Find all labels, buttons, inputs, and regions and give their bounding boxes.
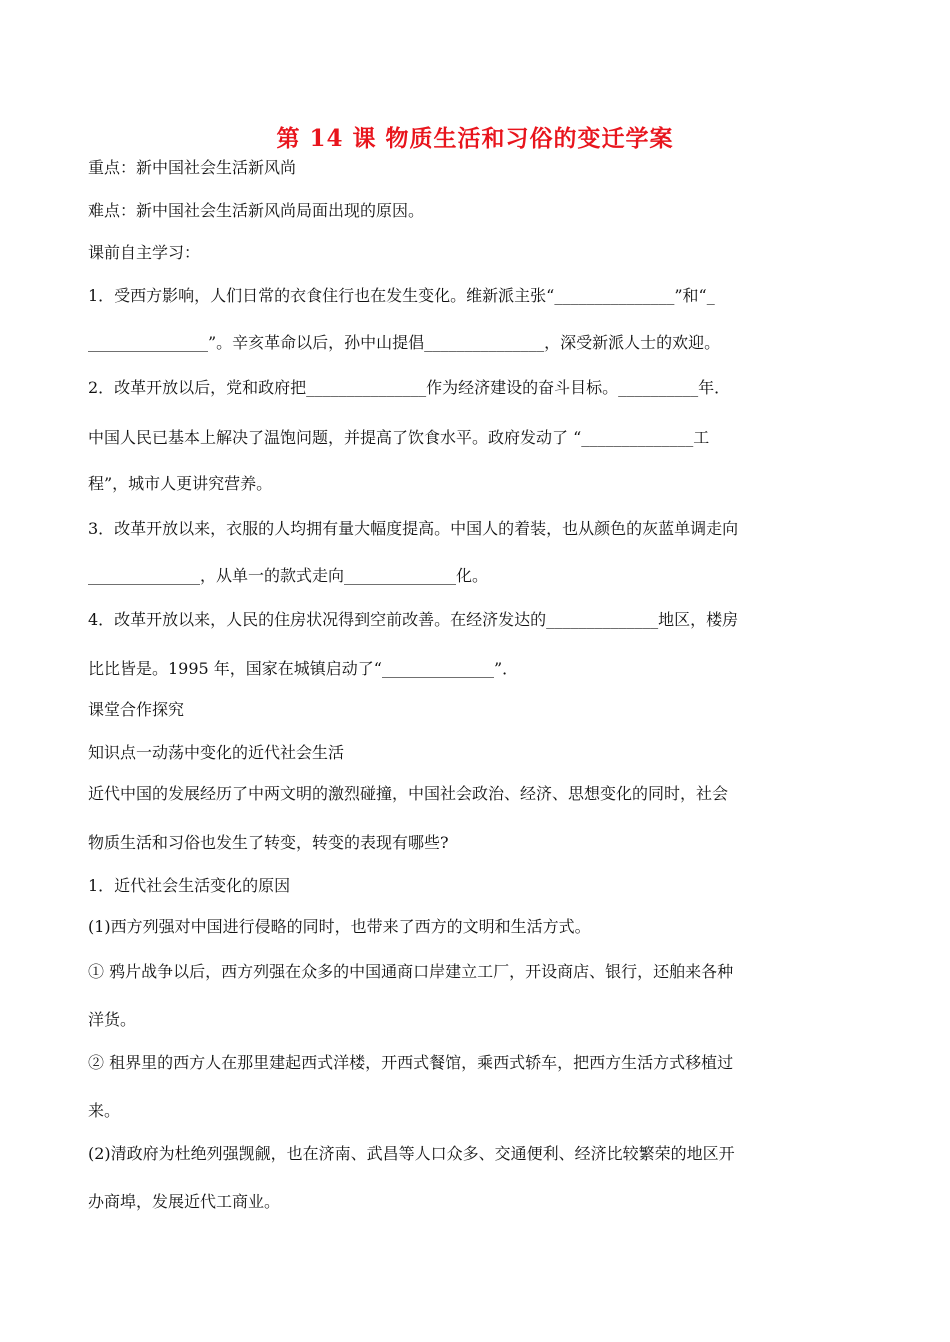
key-point-line: 重点：新中国社会生活新风尚 [88,158,297,177]
difficulty-line: 难点：新中国社会生活新风尚局面出现的原因。 [88,201,425,220]
intro-paragraph-line-2: 物质生活和习俗也发生了转变，转变的表现有哪些? [88,833,449,852]
question-2-line-2: 中国人民已基本上解决了温饱问题，并提高了饮食水平。政府发动了 “______________工 [88,428,710,447]
question-1-line-1: 1．受西方影响，人们日常的衣食住行也在发生变化。维新派主张“_______________”和“_ [88,286,715,305]
intro-paragraph-line-1: 近代中国的发展经历了中两文明的激烈碰撞，中国社会政治、经济、思想变化的同时，社会 [88,784,729,803]
cause-1-item-1-line-1: ① 鸦片战争以后，西方列强在众多的中国通商口岸建立工厂，开设商店、银行，还舶来各种 [88,962,734,981]
knowledge-point-heading: 知识点一动荡中变化的近代社会生活 [88,743,345,762]
question-2-line-1: 2．改革开放以后，党和政府把_______________作为经济建设的奋斗目标。__________年． [88,378,731,397]
section-heading-preview: 课前自主学习： [88,243,201,262]
question-2-line-3: 程”，城市人更讲究营养。 [88,474,273,493]
question-3-line-2: ______________，从单一的款式走向______________化。 [88,566,489,585]
subheading-causes: 1．近代社会生活变化的原因 [88,876,291,895]
cause-2-line-1: (2)清政府为杜绝列强觊觎，也在济南、武昌等人口众多、交通便利、经济比较繁荣的地区开 [88,1144,735,1163]
cause-1-line: (1)西方列强对中国进行侵略的同时，也带来了西方的文明和生活方式。 [88,917,591,936]
cause-1-item-2-line-1: ② 租界里的西方人在那里建起西式洋楼，开西式餐馆，乘西式轿车，把西方生活方式移植过 [88,1053,734,1072]
cause-1-item-1-line-2: 洋货。 [88,1010,137,1029]
cause-2-line-2: 办商埠，发展近代工商业。 [88,1192,281,1211]
question-1-line-2: _______________”。辛亥革命以后，孙中山提倡_______________，深受新派人士的欢迎。 [88,333,721,352]
section-heading-classroom: 课堂合作探究 [88,700,185,719]
document-title: 第 14 课 物质生活和习俗的变迁学案 [276,125,674,152]
question-4-line-1: 4．改革开放以来，人民的住房状况得到空前改善。在经济发达的______________地区，楼房 [88,610,739,629]
cause-1-item-2-line-2: 来。 [88,1101,121,1120]
question-3-line-1: 3．改革开放以来，衣服的人均拥有量大幅度提高。中国人的着装，也从颜色的灰蓝单调走向 [88,519,739,538]
question-4-line-2: 比比皆是。1995 年，国家在城镇启动了“______________”． [88,659,519,678]
